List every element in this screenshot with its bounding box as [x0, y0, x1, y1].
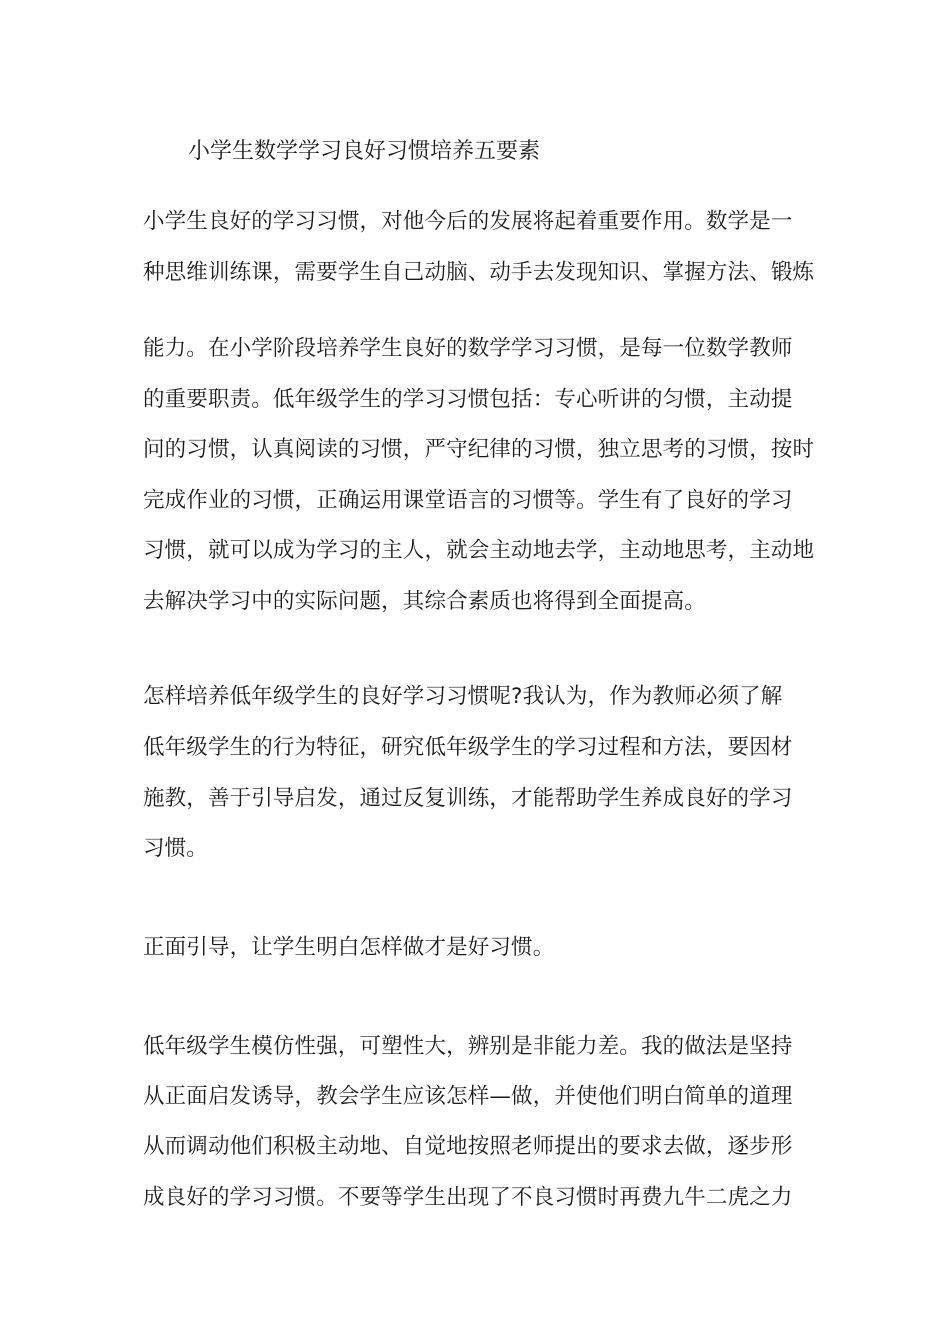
- paragraph-1-line-5: 问的习惯，认真阅读的习惯，严守纪律的习惯，独立思考的习惯，按时: [143, 437, 815, 462]
- paragraph-1-line-3: 能力。在小学阶段培养学生良好的数学学习习惯，是每一位数学教师: [143, 336, 793, 361]
- paragraph-2-line-3: 施教，善于引导启发，通过反复训练，才能帮助学生养成良好的学习: [143, 786, 793, 811]
- paragraph-1-line-1: 小学生良好的学习习惯，对他今后的发展将起着重要作用。数学是一: [143, 209, 793, 234]
- paragraph-1-line-2: 种思维训练课，需要学生自己动脑、动手去发现知识、掌握方法、锻炼: [143, 260, 815, 285]
- document-title: 小学生数学学习良好习惯培养五要素: [188, 139, 541, 164]
- paragraph-4-line-1: 低年级学生模仿性强，可塑性大，辨别是非能力差。我的做法是坚持: [143, 1034, 793, 1059]
- paragraph-4-line-3: 从而调动他们积极主动地、自觉地按照老师提出的要求去做，逐步形: [143, 1134, 793, 1159]
- paragraph-3-line-1: 正面引导，让学生明白怎样做才是好习惯。: [143, 935, 555, 960]
- paragraph-4-line-2: 从正面启发诱导，教会学生应该怎样—做，并使他们明白简单的道理: [143, 1084, 793, 1109]
- paragraph-1-line-4: 的重要职责。低年级学生的学习习惯包括：专心听讲的匀惯，主动提: [143, 387, 793, 412]
- paragraph-1-line-7: 习惯，就可以成为学习的主人，就会主动地去学，主动地思考，主动地: [143, 538, 815, 563]
- paragraph-4-line-4: 成良好的学习习惯。不要等学生出现了不良习惯时再费九牛二虎之力: [143, 1185, 793, 1210]
- paragraph-1-line-8: 去解决学习中的实际问题，其综合素质也将得到全面提高。: [143, 589, 706, 614]
- paragraph-2-line-4: 习惯。: [143, 836, 208, 861]
- paragraph-2-line-1: 怎样培养低年级学生的良好学习习惯呢?我认为，作为教师必须了解: [143, 684, 783, 709]
- paragraph-2-line-2: 低年级学生的行为特征，研究低年级学生的学习过程和方法，要因材: [143, 735, 793, 760]
- paragraph-1-line-6: 完成作业的习惯，正确运用课堂语言的习惯等。学生有了良好的学习: [143, 488, 793, 513]
